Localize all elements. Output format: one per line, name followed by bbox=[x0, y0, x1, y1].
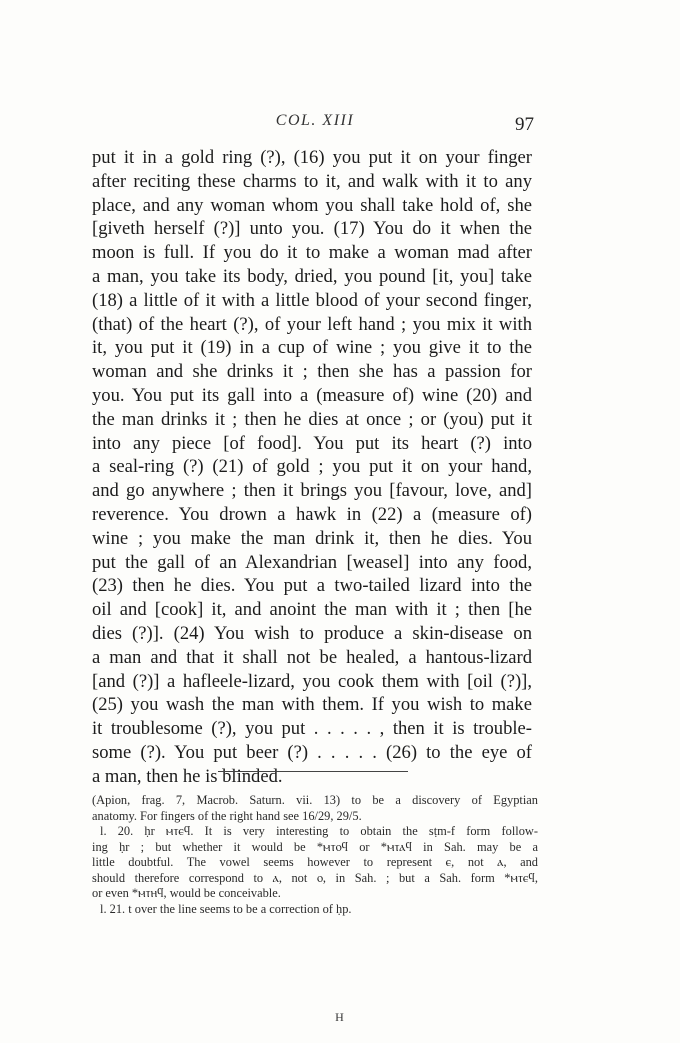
text-line: it, you put it (19) in a cup of wine ; you give it to the bbox=[92, 337, 532, 359]
text-line: after reciting these charms to it, and walk with it to any bbox=[92, 170, 532, 192]
text-line: you. You put its gall into a (measure of) wine (20) and bbox=[92, 384, 532, 406]
text-line: a man, then he is blinded. bbox=[92, 765, 283, 787]
footnote-divider bbox=[218, 771, 408, 772]
text-line: (25) you wash the man with them. If you wish to make bbox=[92, 694, 532, 716]
text-line: (23) then he dies. You put a two-tailed lizard into the bbox=[92, 575, 532, 597]
footnote-line: (Apion, frag. 7, Macrob. Saturn. vii. 13) to be a discovery of Egyptian bbox=[92, 793, 538, 807]
footnote-line: or even *ⲙⲧⲏϥ, would be conceivable. bbox=[92, 886, 281, 900]
footnotes bbox=[92, 793, 538, 917]
footnote-line: anatomy. For fingers of the right hand see 16/29, 29/5. bbox=[92, 808, 362, 823]
main-text bbox=[92, 146, 532, 789]
text-line: a man, you take its body, dried, you pound [it, you] take bbox=[92, 265, 532, 287]
running-title: COL. XIII bbox=[275, 112, 355, 129]
text-line: dies (?)]. (24) You wish to produce a skin-disease on bbox=[92, 622, 532, 644]
page-number: 97 bbox=[515, 114, 534, 135]
running-head bbox=[92, 112, 538, 136]
text-line: wine ; you make the man drink it, then he dies. You bbox=[92, 527, 532, 549]
text-line: [and (?)] a hafleele-lizard, you cook them with [oil (?)], bbox=[92, 670, 532, 692]
text-line: and go anywhere ; then it brings you [favour, love, and] bbox=[92, 480, 532, 502]
footnote-line: l. 21. t over the line seems to be a correction of ḥp. bbox=[100, 901, 352, 916]
signature-mark: H bbox=[335, 1010, 345, 1024]
text-line: a seal-ring (?) (21) of gold ; you put it on your hand, bbox=[92, 456, 532, 478]
text-line: the man drinks it ; then he dies at once ; or (you) put it bbox=[92, 408, 532, 430]
text-line: moon is full. If you do it to make a woman mad after bbox=[92, 242, 532, 264]
text-line: place, and any woman whom you shall take hold of, she bbox=[92, 194, 532, 216]
text-line: some (?). You put beer (?) . . . . . (26) to the eye of bbox=[92, 741, 532, 763]
text-line: (that) of the heart (?), of your left hand ; you mix it with bbox=[92, 313, 532, 335]
footnote-line: ing ḥr ; but whether it would be *ⲙⲧⲟϥ or *ⲙⲧⲁϥ in Sah. may be a bbox=[92, 839, 538, 854]
text-line: oil and [cook] it, and anoint the man with it ; then [he bbox=[92, 599, 532, 621]
text-line: (18) a little of it with a little blood of your second finger, bbox=[92, 289, 532, 311]
text-line: it troublesome (?), you put . . . . . , then it is trouble- bbox=[92, 718, 532, 740]
footnote-line: little doubtful. The vowel seems however to represent ⲉ, not ⲁ, and bbox=[92, 855, 538, 869]
text-line: put the gall of an Alexandrian [weasel] into any food, bbox=[92, 551, 532, 573]
text-line: woman and she drinks it ; then she has a passion for bbox=[92, 361, 532, 383]
text-line: into any piece [of food]. You put its heart (?) into bbox=[92, 432, 532, 454]
text-line: reverence. You drown a hawk in (22) a (measure of) bbox=[92, 503, 532, 525]
text-line: put it in a gold ring (?), (16) you put it on your finger bbox=[92, 147, 532, 168]
footnote-line: should therefore correspond to ⲁ, not ⲟ, in Sah. ; but a Sah. form *ⲙⲧⲉϥ, bbox=[92, 870, 538, 885]
text-line: [giveth herself (?)] unto you. (17) You do it when the bbox=[92, 218, 532, 240]
footnote-line: l. 20. ḥr ⲙⲧⲉϥ. It is very interesting to obtain the sṭm-f form follow- bbox=[100, 824, 538, 838]
text-line: a man and that it shall not be healed, a hantous-lizard bbox=[92, 646, 532, 668]
